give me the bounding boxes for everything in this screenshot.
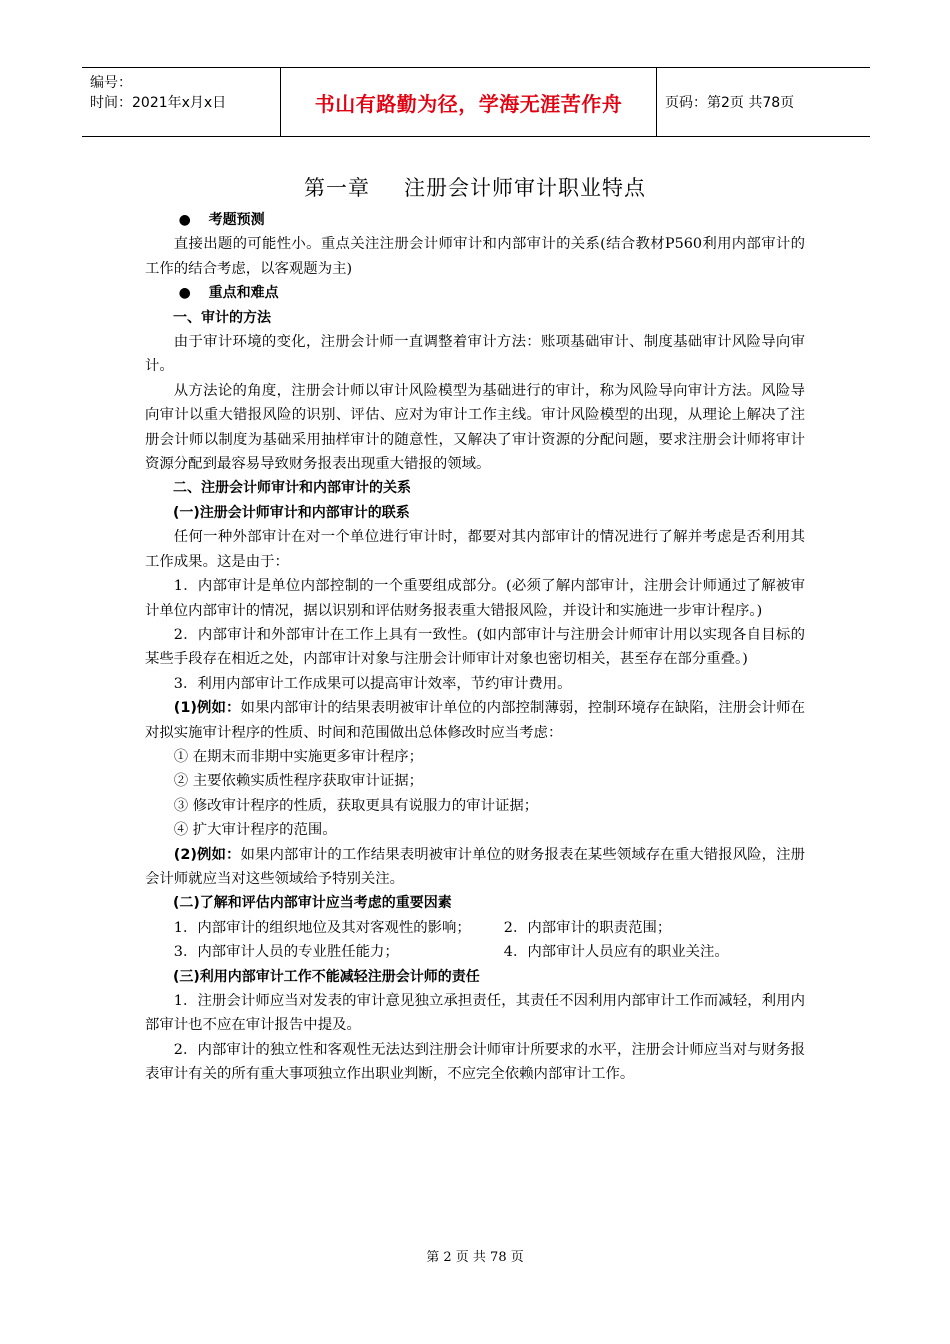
subsection-heading: (二)了解和评估内部审计应当考虑的重要因素 [173, 895, 452, 912]
paragraph: 直接出题的可能性小。重点关注注册会计师审计和内部审计的关系(结合教材P560利用内部审计的工作的结合考虑，以客观题为主) [145, 236, 805, 277]
paragraph: 1．注册会计师应当对发表的审计意见独立承担责任，其责任不因利用内部审计工作而减轻，利用内部审计也不应在审计报告中提及。 [145, 993, 805, 1034]
factor-row [145, 916, 805, 940]
chapter-number: 第一章 [304, 176, 370, 200]
example-paragraph: (1)例如：如果内部审计的结果表明被审计单位的内部控制薄弱，控制环境存在缺陷，注册会计师在对拟实施审计程序的性质、时间和范围做出总体修改时应当考虑： [145, 700, 805, 741]
section-heading: 一、审计的方法 [173, 309, 271, 326]
example-paragraph: (2)例如：如果内部审计的工作结果表明被审计单位的财务报表在某些领域存在重大错报风险，注册会计师就应当对这些领域给予特别关注。 [145, 846, 805, 887]
page-footer: 第 2 页 共 78 页 [426, 1250, 524, 1265]
paragraph: 由于审计环境的变化，注册会计师一直调整着审计方法：账项基础审计、制度基础审计风险导向审计。 [145, 334, 805, 375]
page-header [82, 67, 870, 137]
subsection-heading: (一)注册会计师审计和内部审计的联系 [173, 504, 410, 521]
paragraph: 2．内部审计和外部审计在工作上具有一致性。(如内部审计与注册会计师审计用以实现各自目标的某些手段存在相近之处，内部审计对象与注册会计师审计对象也密切相关，甚至存在部分重叠。) [145, 626, 805, 668]
paragraph: 3．利用内部审计工作成果可以提高审计效率，节约审计费用。 [173, 675, 572, 692]
doc-number-label: 编号： [90, 75, 132, 91]
section-heading: 二、注册会计师审计和内部审计的关系 [173, 480, 411, 497]
factor-row [145, 940, 805, 964]
bullet-dot-icon: ● [178, 212, 191, 228]
factor-item: 1．内部审计的组织地位及其对客观性的影响； [173, 919, 471, 936]
paragraph: 1．内部审计是单位内部控制的一个重要组成部分。(必须了解内部审计，注册会计师通过了解被审计单位内部审计的情况，据以识别和评估财务报表重大错报风险，并设计和实施进一步审计程序。) [145, 578, 805, 619]
paragraph: 2．内部审计的独立性和客观性无法达到注册会计师审计所要求的水平，注册会计师应当对与财务报表审计有关的所有重大事项独立作出职业判断，不应完全依赖内部审计工作。 [145, 1041, 805, 1083]
bullet-heading: ● 考题预测 [145, 208, 805, 232]
paragraph: 从方法论的角度，注册会计师以审计风险模型为基础进行的审计，称为风险导向审计方法。风险导向审计以重大错报风险的识别、评估、应对为审计工作主线。审计风险模型的出现，从理论上解决了注册会计师以制度为基础采用抽样审计的随意性，又解决了审计资源的分配问题，要求注册会计师将审计资源分配到最容易导致财务报表出现重大错报的领域。 [145, 382, 805, 473]
example-lead: (2)例如： [173, 846, 241, 863]
factor-item: 4．内部审计人员应有的职业关注。 [503, 944, 729, 961]
header-meta [82, 68, 281, 136]
list-item: ② 主要依赖实质性程序获取审计证据； [173, 773, 424, 790]
factor-item: 3．内部审计人员的专业胜任能力； [173, 944, 399, 961]
doc-date-label: 时间：2021年x月x日 [90, 95, 227, 111]
list-item: ③ 修改审计程序的性质，获取更具有说服力的审计证据； [173, 797, 539, 814]
factor-item: 2．内部审计的职责范围； [503, 919, 672, 936]
paragraph: 任何一种外部审计在对一个单位进行审计时，都要对其内部审计的情况进行了解并考虑是否利用其工作成果。这是由于： [145, 529, 805, 570]
example-lead: (1)例如： [173, 700, 241, 717]
header-page-info: 页码：第2页 共78页 [665, 95, 795, 111]
chapter-name: 注册会计师审计职业特点 [404, 176, 646, 200]
bullet-dot-icon: ● [178, 285, 191, 302]
list-item: ① 在期末而非期中实施更多审计程序； [173, 748, 424, 765]
list-item: ④ 扩大审计程序的范围。 [173, 822, 337, 839]
header-motto [281, 68, 657, 136]
subsection-heading: (三)利用内部审计工作不能减轻注册会计师的责任 [173, 968, 480, 985]
chapter-title [0, 172, 950, 202]
motto-text: 书山有路勤为径，学海无涯苦作舟 [314, 91, 623, 116]
document-body [145, 208, 805, 1087]
bullet-heading: ● 重点和难点 [145, 281, 805, 305]
